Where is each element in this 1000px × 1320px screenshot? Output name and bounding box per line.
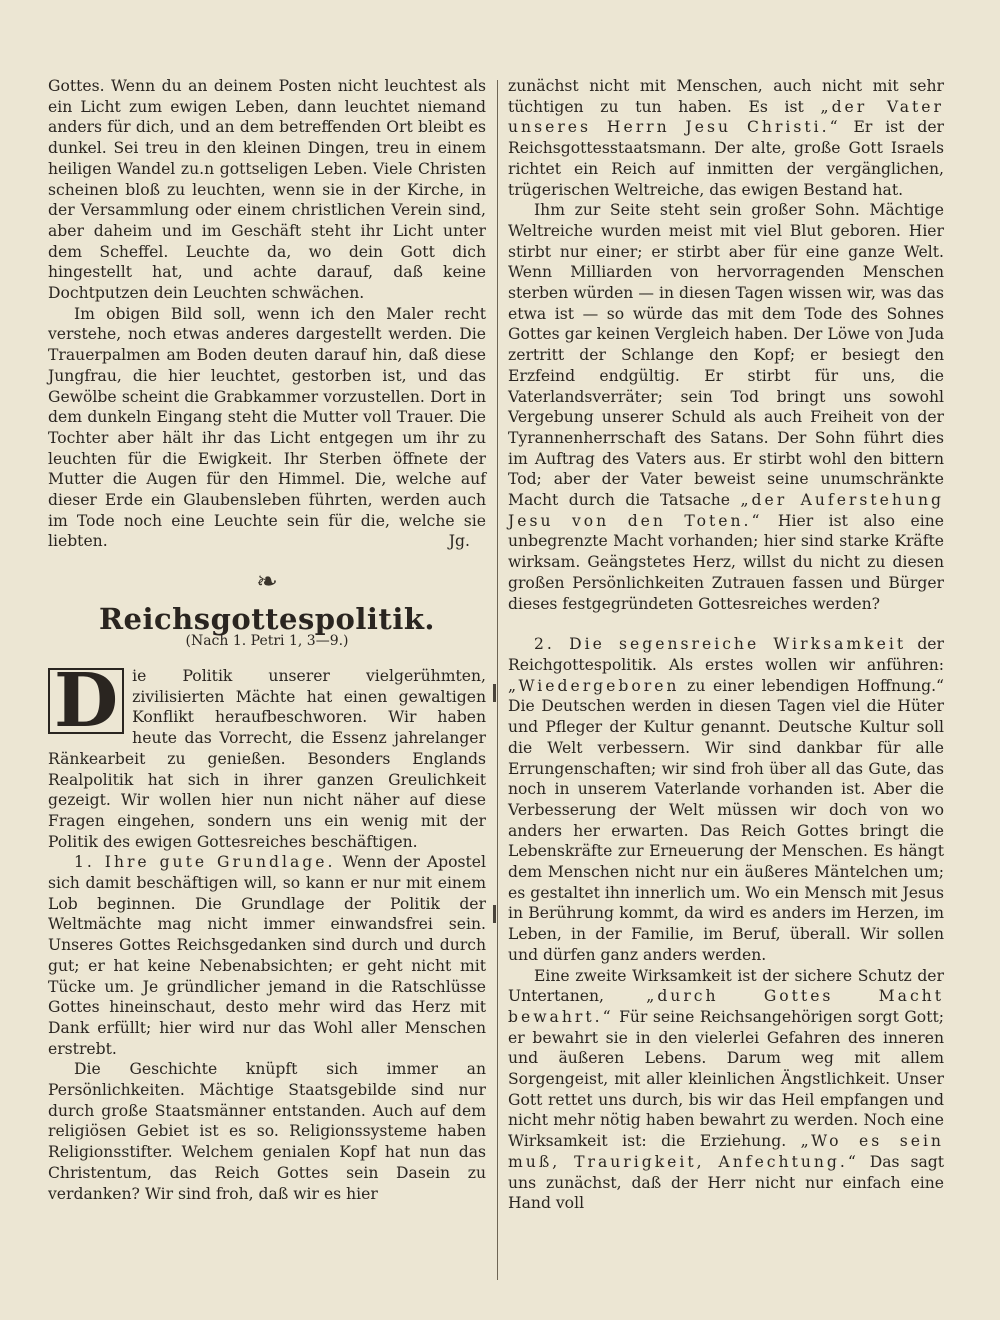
section-heading: 2. Die segensreiche Wirksamkeit — [534, 635, 907, 654]
article-subtitle: (Nach 1. Petri 1, 3—9.) — [185, 633, 349, 650]
divider-mark — [493, 684, 496, 702]
article-title: Reichsgottespolitik. — [98, 601, 436, 636]
paragraph: D ie Politik unserer vielgerühmten, zivilisierten Mächte hat einen gewaltigen Konflikt heraufbeschworen. Wir haben heute das Vorrecht, die Essenz jahrelanger Ränkearbeit zu genießen. Besonders Englands Realpolitik hat sich in ihrer ganzen Greulichkeit gezeigt. Wir wollen hier nun nicht näher auf diese Fragen eingehen, sondern uns ein wenig mit der Politik des ewigen Gottesreiches beschäftigen. — [48, 657, 486, 851]
left-column — [48, 76, 486, 1204]
paragraph: 1. Ihre gute Grundlage. Wenn der Apostel sich damit beschäftigen will, so kann er nur mit einem Lob beginnen. Die Grundlage der Politik der Weltmächte mag nicht immer einwandsfrei sein. Unseres Gottes Reichsgedanken sind durch und durch gut; er hat keine Nebenabsichten; er geht nicht mit Tücke um. Je gründlicher jemand in die Ratschlüsse Gottes hineinschaut, desto mehr wird das Herz mit Dank erfüllt; hier wird nur das Wohl aller Menschen erstrebt. — [48, 853, 486, 1058]
paragraph: Die Geschichte knüpft sich immer an Persönlichkeiten. Mächtige Staatsgebilde sind nur durch große Staatsmänner entstanden. Auch auf dem religiösen Gebiet ist es so. Religionssysteme haben Religionsstifter. Welchem genialen Kopf hat nun das Christentum, das Reich Gottes sein Dasein zu verdanken? Wir sind froh, daß wir es hier — [48, 1060, 486, 1203]
paragraph: Gottes. Wenn du an deinem Posten nicht leuchtest als ein Licht zum ewigen Leben, dann leuchtet niemand anders für dich, und an dem betreffenden Ort bleibt es dunkel. Sei treu in den kleinen Dingen, treu in einem heiligen Wandel zu.n gottseligen Leben. Viele Christen scheinen bloß zu leuchten, wenn sie in der Kirche, in der Versammlung oder einem christlichen Verein sind, aber daheim und im Geschäft steht ihr Licht unter dem Scheffel. Leuchte da, wo dein Gott dich hingestellt hat, und achte darauf, daß keine Dochtputzen dein Leuchten schwächen. — [48, 77, 486, 303]
paragraph: Eine zweite Wirksamkeit ist der sichere Schutz der Untertanen, „durch Gottes Macht bewahrt.“ Für seine Reichsangehörigen sorgt Gott; er bewahrt sie in den vielerlei Gefahren des inneren und äußeren Lebens. Darum weg mit allem Sorgengeist, mit aller kleinlichen Ängstlichkeit. Unser Gott rettet uns durch, bis wir das Heil empfangen und nicht mehr nötig haben bewahrt zu werden. Noch eine Wirksamkeit ist: die Erziehung. „Wo es sein muß, Traurigkeit, Anfechtung.“ Das sagt uns zunächst, daß der Herr nicht nur einfach eine Hand voll — [508, 966, 944, 1213]
paragraph: zunächst nicht mit Menschen, auch nicht mit sehr tüchtigen zu tun haben. Es ist „der Vater unseres Herrn Jesu Christi.“ Er ist der Reichsgottesstaatsmann. Der alte, große Gott Israels richtet ein Reich auf inmitten der vergänglichen, trügerischen Weltreiche, das ewigen Bestand hat. — [508, 77, 944, 199]
divider-mark — [493, 905, 496, 923]
author-signature: Jg. — [448, 532, 470, 551]
paragraph: Ihm zur Seite steht sein großer Sohn. Mächtige Weltreiche wurden meist mit viel Blut geboren. Hier stirbt nur einer; er stirbt aber für eine ganze Welt. Wenn Milliarden von hervorragenden Menschen sterben würden — in diesen Tagen wissen wir, was das etwa ist — so würde das mit dem Tode des Sohnes Gottes gar keinen Vergleich haben. Der Löwe von Juda zertritt der Schlange den Kopf; er besiegt den Erzfeind endgültig. Er stirbt für uns, die Vaterlandsverräter; sein Tod bringt uns sowohl Vergebung unserer Schuld als auch Freiheit von der Tyrannenherrschaft des Satans. Der Sohn führt dies im Auftrag des Vaters aus. Er stirbt wohl den bittern Tod; aber der Vater beweist seine unumschränkte Macht durch die Tatsache „der Auferstehung Jesu von den Toten.“ Hier ist also eine unbegrenzte Macht vorhanden; hier sind starke Kräfte wirksam. Geängstetes Herz, willst du nicht zu diesen großen Persönlichkeiten Zutrauen fassen und Bürger dieses festgegründeten Gottesreiches werden? — [508, 201, 944, 613]
drop-cap: D — [48, 668, 124, 734]
ornament-icon: ❧ — [256, 566, 278, 597]
section-heading: 1. Ihre gute Grundlage. — [74, 853, 336, 872]
column-divider — [497, 80, 498, 1280]
paragraph: 2. Die segensreiche Wirksamkeit der Reichgottespolitik. Als erstes wollen wir anführen: „Wiedergeboren zu einer lebendigen Hoffnung.“ Die Deutschen werden in diesen Tagen viel die Hüter und Pfleger der Kultur genannt. Deutsche Kultur soll die Welt verbessern. Wir sind dankbar für alle Errungenschaften; wir sind froh über all das Gute, das noch in unserem Vaterlande vorhanden ist. Aber die Verbesserung der Welt müssen wir doch von wo anders her erwarten. Das Reich Gottes bringt die Lebenskräfte zur Erneuerung der Menschen. Es hängt dem Menschen nicht nur ein äußeres Mäntelchen um; es gestaltet ihn innerlich um. Wo ein Mensch mit Jesus in Berührung kommt, da wird es anders im Herzen, im Leben, in der Familie, im Beruf, überall. Wir sollen und dürfen ganz anders werden. — [508, 635, 944, 964]
right-column — [508, 76, 944, 1214]
paragraph: Im obigen Bild soll, wenn ich den Maler recht verstehe, noch etwas anderes dargestellt werden. Die Trauerpalmen am Boden deuten darauf hin, daß diese Jungfrau, die hier leuchtet, gestorben ist, und das Gewölbe scheint die Grabkammer vorzustellen. Dort in dem dunkeln Eingang steht die Mutter voll Trauer. Die Tochter aber hält ihr das Licht entgegen um ihr zu leuchten für die Ewigkeit. Ihr Sterben öffnete der Mutter die Augen für den Himmel. Die, welche auf dieser Erde ein Glaubensleben führten, werden auch im Tode noch eine Leuchte sein für die, welche sie liebten. — [48, 304, 486, 551]
